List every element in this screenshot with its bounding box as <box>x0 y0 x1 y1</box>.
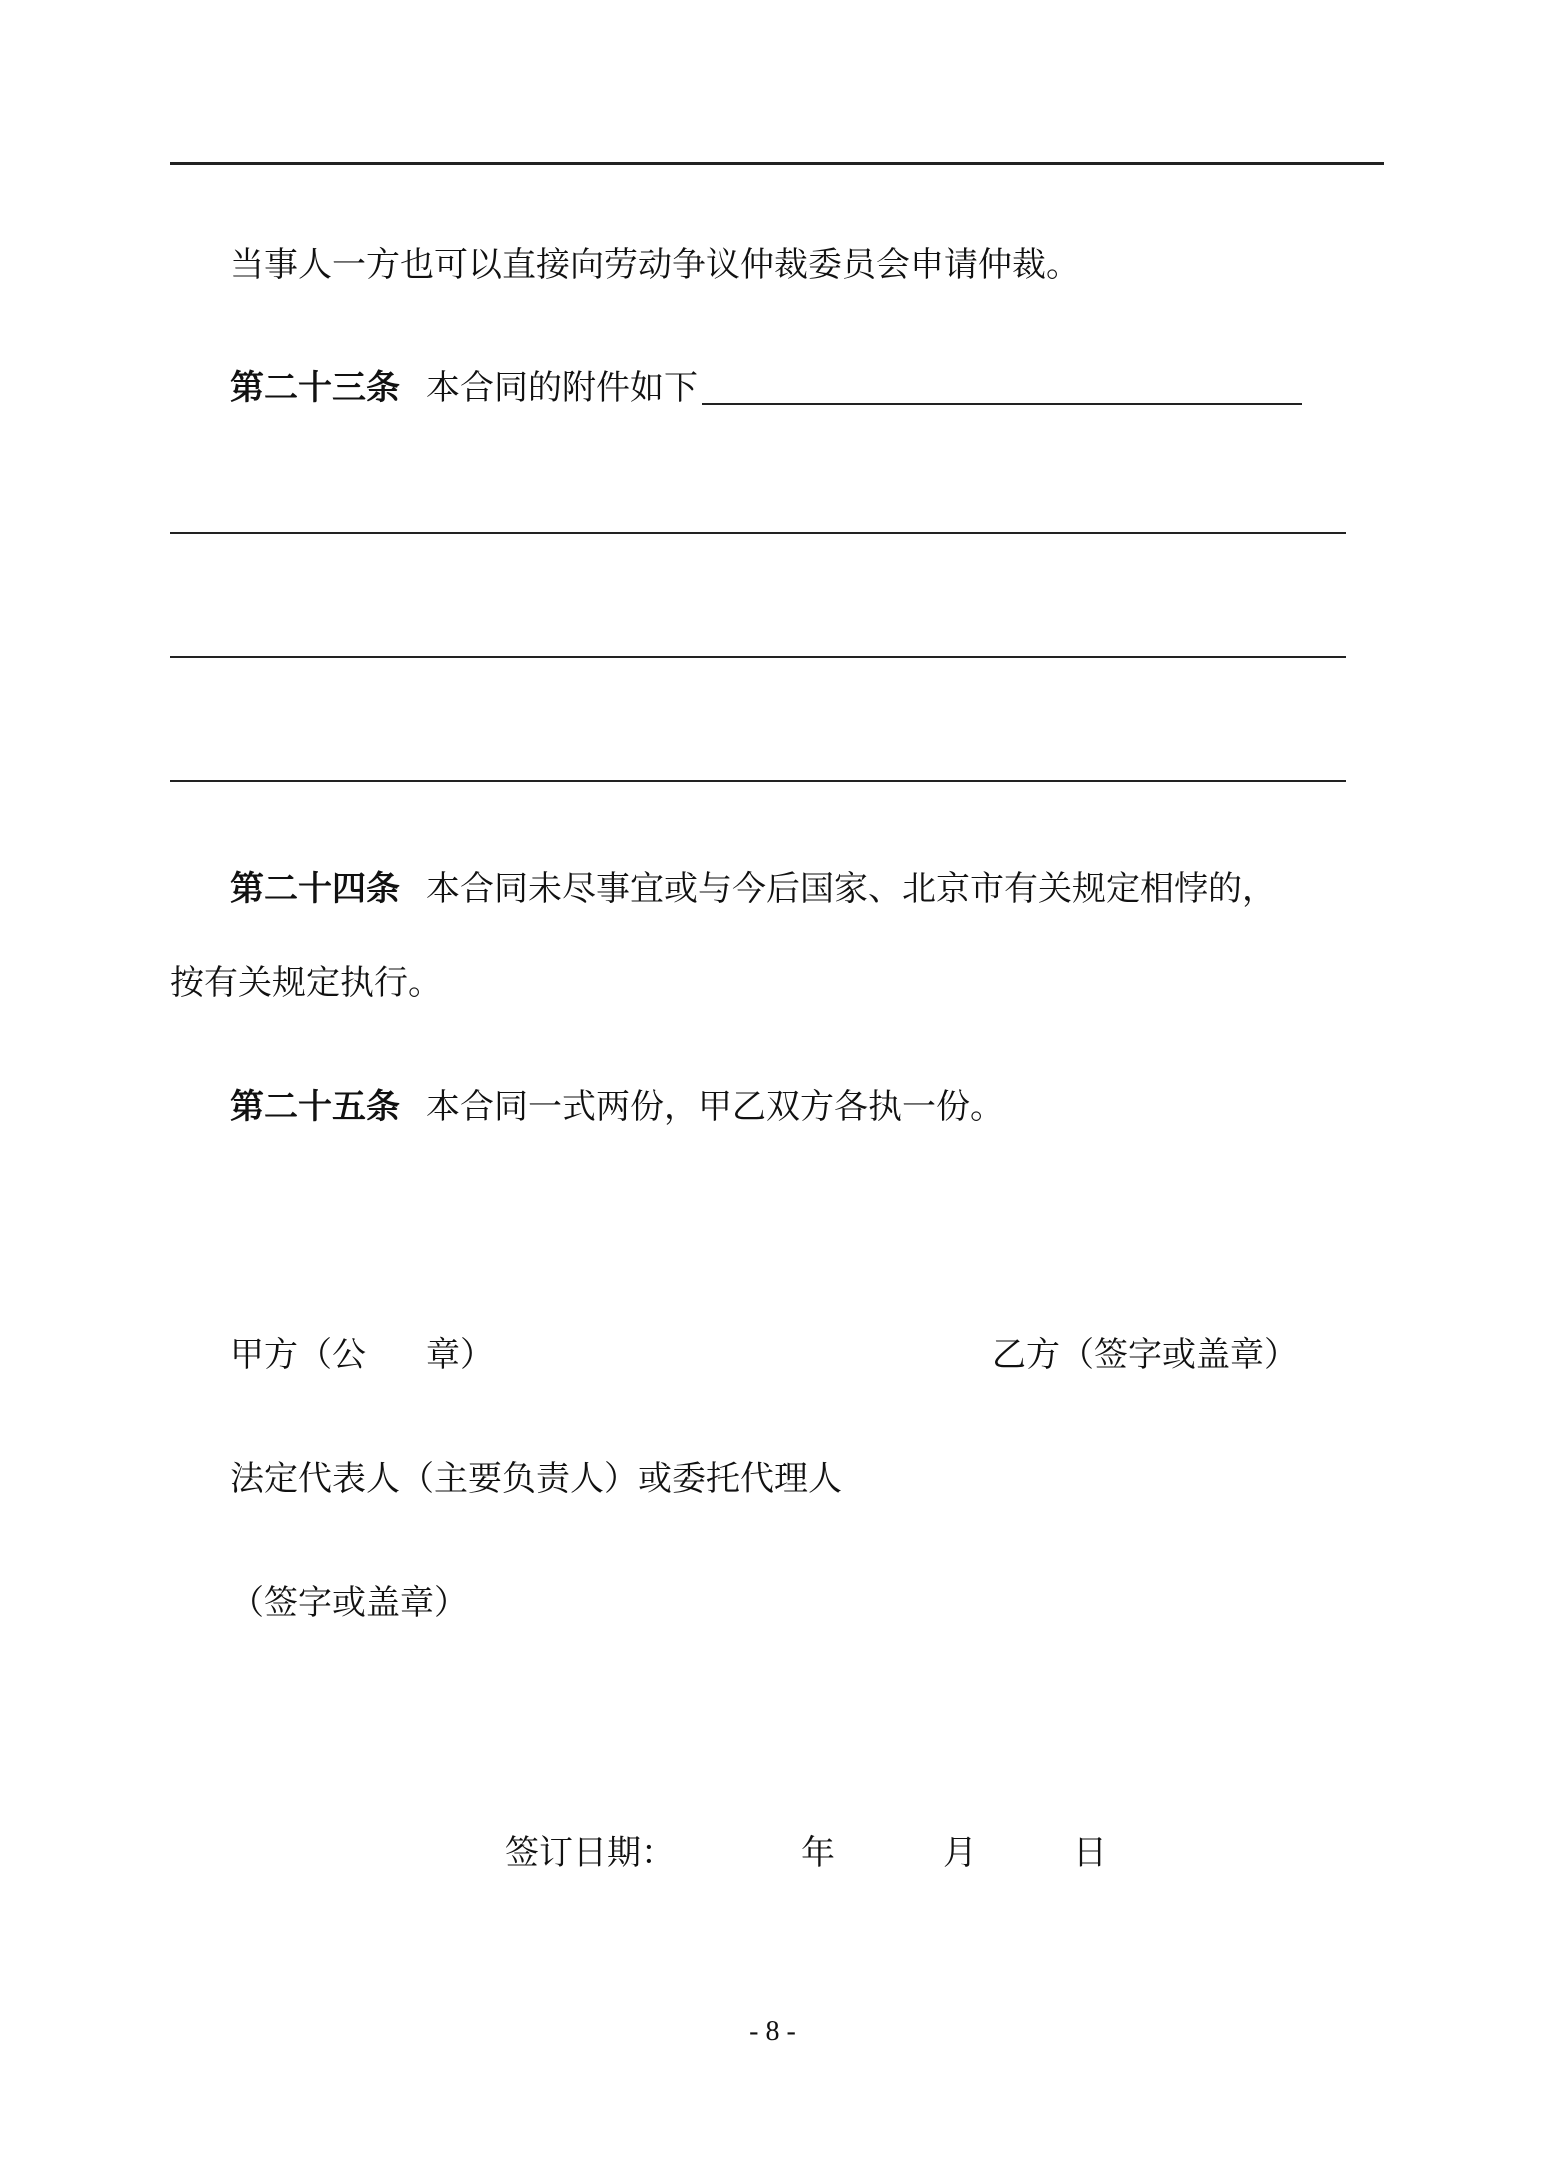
article-25 <box>230 1087 1004 1127</box>
article-25-text: 本合同一式两份，甲乙双方各执一份。 <box>426 1087 1004 1127</box>
article-24-continuation <box>170 963 442 1003</box>
article-25-label: 第二十五条 <box>230 1087 400 1127</box>
party-a-suffix: 章） <box>426 1335 494 1375</box>
article-23 <box>230 368 1302 408</box>
article-24-label: 第二十四条 <box>230 869 400 909</box>
attachment-blank-line-3 <box>170 780 1346 782</box>
legal-representative-label: 法定代表人（主要负责人）或委托代理人 <box>230 1459 842 1499</box>
party-b-label: 乙方（签字或盖章） <box>992 1335 1298 1375</box>
attachment-blank-line-2 <box>170 656 1346 658</box>
article-23-text: 本合同的附件如下 <box>426 368 698 408</box>
party-a-prefix: 甲方（公 <box>230 1335 366 1375</box>
paragraph-arbitration-text: 当事人一方也可以直接向劳动争议仲裁委员会申请仲裁。 <box>230 245 1080 285</box>
article-24 <box>230 869 1276 909</box>
signing-date-year: 年 <box>801 1833 835 1873</box>
signing-date-month: 月 <box>943 1833 977 1873</box>
attachment-blank-line-1 <box>170 532 1346 534</box>
article-24-text: 本合同未尽事宜或与今后国家、北京市有关规定相悖的， <box>426 869 1276 909</box>
signing-date-label: 签订日期： <box>505 1833 675 1873</box>
representative-signature-note-text: （签字或盖章） <box>230 1583 468 1623</box>
article-24-continuation-text: 按有关规定执行。 <box>170 963 442 1003</box>
representative-signature-note <box>230 1583 468 1623</box>
legal-representative <box>230 1459 842 1499</box>
signing-date <box>505 1833 1107 1873</box>
header-rule <box>170 162 1384 165</box>
party-b-signature <box>992 1335 1298 1375</box>
signing-date-day: 日 <box>1073 1833 1107 1873</box>
attachment-fill-line <box>702 403 1302 405</box>
page-number: - 8 - <box>749 2016 796 2047</box>
paragraph-arbitration <box>230 245 1080 285</box>
article-23-label: 第二十三条 <box>230 368 400 408</box>
party-a-seal <box>230 1335 494 1375</box>
